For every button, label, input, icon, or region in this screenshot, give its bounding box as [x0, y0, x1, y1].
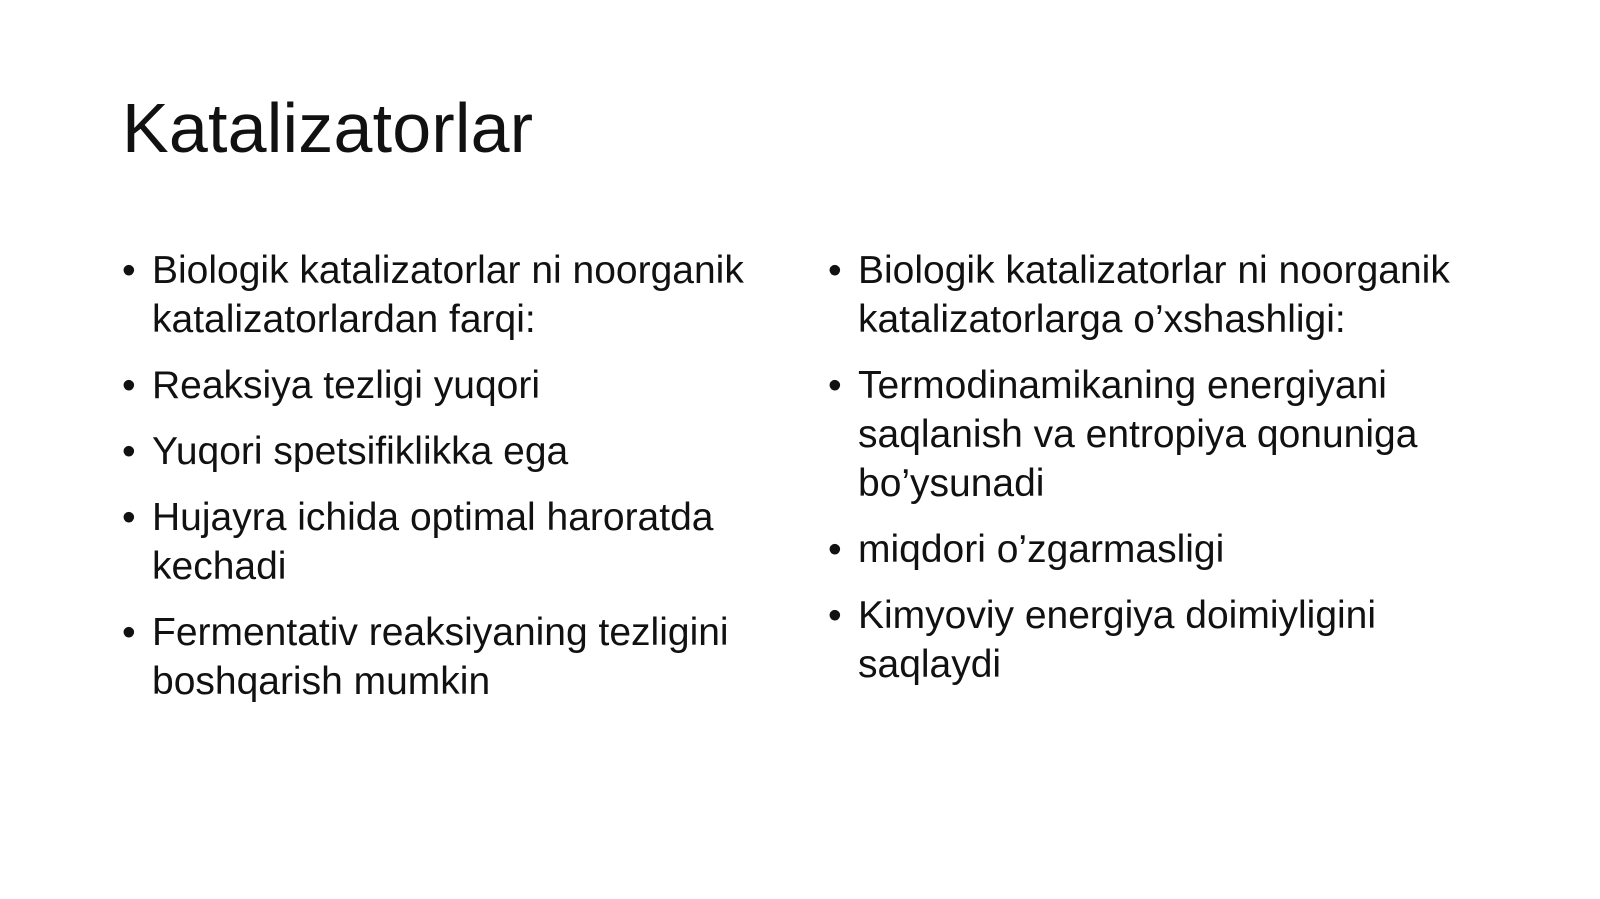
bullet-dot-icon: •	[828, 249, 842, 292]
left-bullet-list	[122, 246, 802, 723]
bullet-dot-icon: •	[122, 611, 136, 654]
bullet-text: miqdori o’zgarmasligi	[858, 528, 1225, 571]
bullet-text: Fermentativ reaksiyaning tezligini boshqarish mumkin	[152, 611, 729, 703]
bullet-item	[828, 361, 1478, 508]
bullet-dot-icon: •	[122, 430, 136, 473]
bullet-text: Biologik katalizatorlar ni noorganik katalizatorlardan farqi:	[152, 249, 744, 341]
bullet-item	[122, 493, 802, 591]
bullet-item	[828, 246, 1478, 344]
bullet-item	[122, 608, 802, 706]
bullet-item	[122, 427, 802, 476]
bullet-dot-icon: •	[122, 496, 136, 539]
bullet-item	[122, 246, 802, 344]
bullet-text: Termodinamikaning energiyani saqlanish va entropiya qonuniga bo’ysunadi	[858, 364, 1418, 505]
bullet-item	[828, 525, 1478, 574]
bullet-text: Yuqori spetsifiklikka ega	[152, 430, 569, 473]
bullet-dot-icon: •	[828, 594, 842, 637]
bullet-text: Biologik katalizatorlar ni noorganik katalizatorlarga o’xshashligi:	[858, 249, 1450, 341]
bullet-dot-icon: •	[122, 364, 136, 407]
bullet-dot-icon: •	[828, 364, 842, 407]
bullet-text: Kimyoviy energiya doimiyligini saqlaydi	[858, 594, 1377, 686]
bullet-dot-icon: •	[828, 528, 842, 571]
right-bullet-list	[828, 246, 1478, 706]
bullet-item	[122, 361, 802, 410]
bullet-dot-icon: •	[122, 249, 136, 292]
slide-title: Katalizatorlar	[122, 89, 534, 167]
bullet-item	[828, 591, 1478, 689]
bullet-text: Hujayra ichida optimal haroratda kechadi	[152, 496, 714, 588]
bullet-text: Reaksiya tezligi yuqori	[152, 364, 541, 407]
